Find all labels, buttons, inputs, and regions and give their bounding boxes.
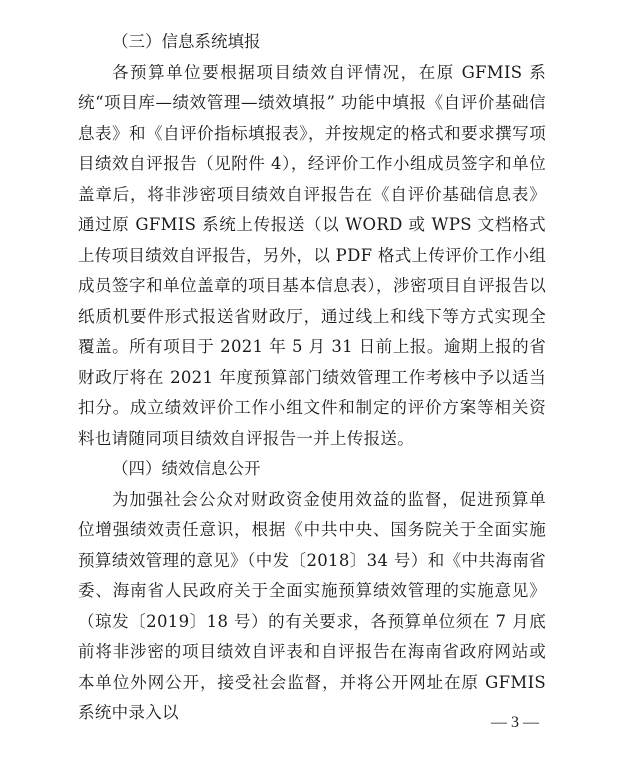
paragraph-info-system: 各预算单位要根据项目绩效自评情况，在原 GFMIS 系统“项目库—绩效管理—绩效填报” 功能中填报《自评价基础信息表》和《自评价指标填报表》，并按规定的格式和要求撰写项目绩效自评报告（见附件 4），经评价工作小组成员签字和单位盖章后，将非涉密项目绩效自评报告在《自评价基础信息表》通过原 GFMIS 系统上传报送（以 WORD 或 WPS 文档格式上传项目绩效自评报告，另外，以 PDF 格式上传评价工作小组成员签字和单位盖章的项目基本信息表），涉密项目自评报告以纸质机要件形式报送省财政厅，通过线上和线下等方式实现全覆盖。所有项目于 2021 年 5 月 31 日前上报。逾期上报的省财政厅将在 2021 年度预算部门绩效管理工作考核中予以适当扣分。成立绩效评价工作小组文件和制定的评价方案等相关资料也请随同项目绩效自评报告一并上传报送。	[78, 62, 546, 448]
document-body	[78, 27, 546, 729]
paragraph-info-disclosure: 为加强社会公众对财政资金使用效益的监督，促进预算单位增强绩效责任意识，根据《中共中央、国务院关于全面实施预算绩效管理的意见》（中发〔2018〕34 号）和《中共海南省委、海南省人民政府关于全面实施预算绩效管理的实施意见》（琼发〔2019〕18 号）的有关要求，各预算单位须在 7 月底前将非涉密的项目绩效自评表和自评报告在海南省政府网站或本单位外网公开，接受社会监督，并将公开网址在原 GFMIS 系统中录入以	[78, 489, 546, 722]
section-heading-info-system: （三）信息系统填报	[112, 32, 261, 51]
page-number: — 3 —	[491, 714, 539, 731]
section-heading-info-disclosure: （四）绩效信息公开	[112, 459, 261, 478]
